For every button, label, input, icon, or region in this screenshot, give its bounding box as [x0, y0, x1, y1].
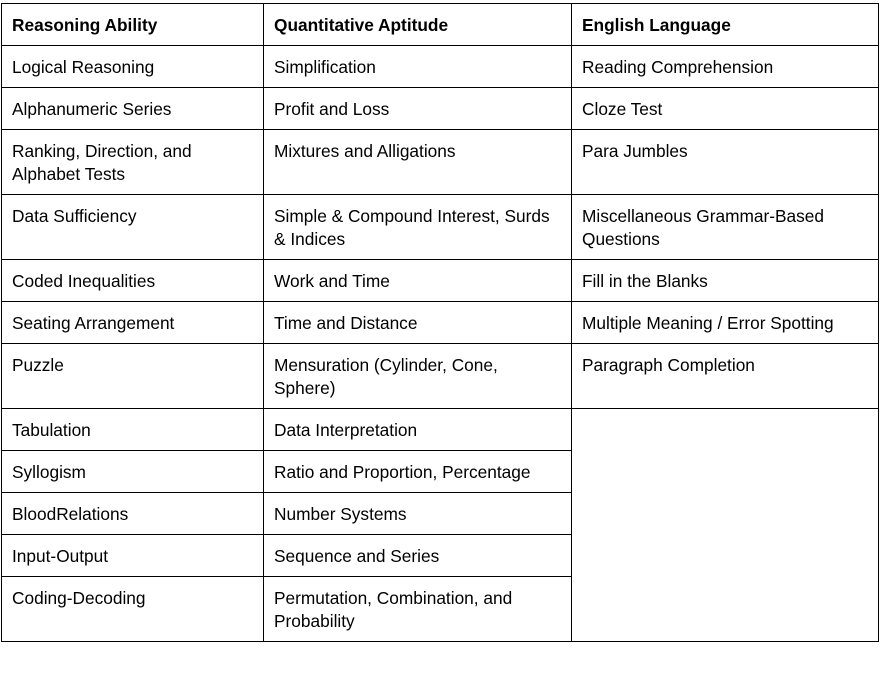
table-cell: Data Sufficiency: [2, 195, 264, 260]
table-cell: Seating Arrangement: [2, 302, 264, 344]
table-cell: Sequence and Series: [264, 535, 572, 577]
header-quantitative-aptitude: Quantitative Aptitude: [264, 4, 572, 46]
table-row: [2, 344, 879, 409]
table-cell: Mixtures and Alligations: [264, 130, 572, 195]
header-reasoning-ability: Reasoning Ability: [2, 4, 264, 46]
table-cell: Paragraph Completion: [572, 344, 879, 409]
table-cell: Syllogism: [2, 451, 264, 493]
english-empty-cell: [572, 409, 879, 642]
table-cell: Mensuration (Cylinder, Cone, Sphere): [264, 344, 572, 409]
table-cell: BloodRelations: [2, 493, 264, 535]
table-cell: Cloze Test: [572, 88, 879, 130]
table-row: [2, 409, 879, 451]
table-cell: Multiple Meaning / Error Spotting: [572, 302, 879, 344]
table-row: [2, 260, 879, 302]
table-row: [2, 195, 879, 260]
table-cell: Simplification: [264, 46, 572, 88]
table-cell: Puzzle: [2, 344, 264, 409]
table-cell: Alphanumeric Series: [2, 88, 264, 130]
table-cell: Work and Time: [264, 260, 572, 302]
table-cell: Profit and Loss: [264, 88, 572, 130]
table-row: [2, 46, 879, 88]
table-cell: Miscellaneous Grammar-Based Questions: [572, 195, 879, 260]
table-cell: Permutation, Combination, and Probability: [264, 577, 572, 642]
table-cell: Data Interpretation: [264, 409, 572, 451]
table-row: [2, 88, 879, 130]
table-cell: Time and Distance: [264, 302, 572, 344]
header-row: [2, 4, 879, 46]
header-english-language: English Language: [572, 4, 879, 46]
syllabus-table: [1, 3, 879, 642]
table-cell: Tabulation: [2, 409, 264, 451]
table-cell: Coding-Decoding: [2, 577, 264, 642]
table-cell: Simple & Compound Interest, Surds & Indices: [264, 195, 572, 260]
table-cell: Coded Inequalities: [2, 260, 264, 302]
table-cell: Input-Output: [2, 535, 264, 577]
table-cell: Logical Reasoning: [2, 46, 264, 88]
table-cell: Reading Comprehension: [572, 46, 879, 88]
table-cell: Number Systems: [264, 493, 572, 535]
table-cell: Ratio and Proportion, Percentage: [264, 451, 572, 493]
table-cell: Para Jumbles: [572, 130, 879, 195]
table-row: [2, 302, 879, 344]
table-row: [2, 130, 879, 195]
table-cell: Ranking, Direction, and Alphabet Tests: [2, 130, 264, 195]
table-cell: Fill in the Blanks: [572, 260, 879, 302]
